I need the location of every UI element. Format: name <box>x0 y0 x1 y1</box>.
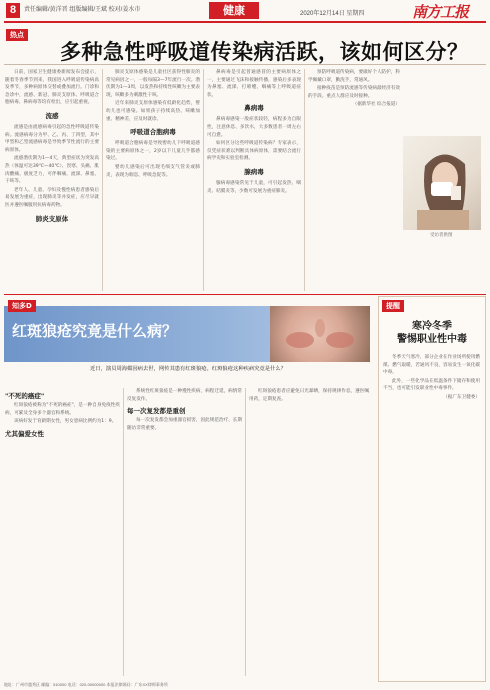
article1-headline: 多种急性呼吸道传染病活跃，该如何区分？ <box>60 40 469 64</box>
page-number: 8 <box>6 3 20 18</box>
section-label: 健康 <box>209 2 259 19</box>
article2-deck: 近日，演员周海媚因病去世，网传其患有红斑狼疮。红斑狼疮这种疾病究竟是什么？ <box>90 366 286 372</box>
article1-col3 <box>207 69 301 196</box>
section-rule <box>4 294 486 295</box>
subhead: 肺炎支原体 <box>35 214 69 223</box>
subhead: 呼吸道合胞病毒 <box>130 128 176 137</box>
paragraph: 红斑狼疮被称为"不死的癌症"，是一种自身免疫性疾病，可累及全身多个器官和系统。 <box>5 403 120 416</box>
issue-date: 2020年12月14日 星期四 <box>300 11 365 17</box>
subhead: 腺病毒 <box>244 167 264 176</box>
paragraph: 该病好发于育龄期女性，男女患病比例约为1：9。 <box>14 419 117 425</box>
paragraph: 鼻病毒感染一般症状较轻，病程多为自限性，注意休息、多饮水，大多数患者一周左右可自愈。 <box>207 117 301 138</box>
footer-info: 地址：广州市越秀区 邮编：510000 电话：020-00000000 本报法律顾问：广东XX律师事务所 <box>4 682 168 687</box>
paragraph: 老年人、儿童、孕妇及慢性病患者感染后易发展为重症，出现肺炎等并发症，应尽早就医并遵医嘱服用抗病毒药物。 <box>5 187 99 208</box>
article2-col1 <box>5 388 120 440</box>
article2-col2 <box>127 388 242 433</box>
article3-body <box>383 354 480 403</box>
photo-caption: 受访者供图 <box>430 233 453 238</box>
subhead: 流感 <box>45 111 59 120</box>
paragraph: 系统性红斑狼疮是一种慢性疾病，病程迁延，病情常反复发作。 <box>127 389 242 402</box>
paragraph: 鼻病毒是引起普通感冒的主要病原体之一，主要通过飞沫和接触传播，感染后多表现为鼻塞、流涕、打喷嚏、咽痛等上呼吸道症状。 <box>207 70 301 98</box>
paragraph: 流感是由流感病毒引起的急性呼吸道传染病。流感病毒分为甲、乙、丙、丁四型，其中甲型和乙型流感病毒是导致季节性流行的主要病原体。 <box>5 124 99 153</box>
article1-col2 <box>106 69 200 180</box>
editors-line: 责任编辑/黄洋晋 组版编辑/王斌 校对/姜水市 <box>24 7 141 13</box>
column-divider <box>203 69 204 291</box>
paragraph: 此外，一些化学品在低温条件下储存和使用不当，也可能引发职业性中毒事件。 <box>383 378 480 392</box>
subhead: 鼻病毒 <box>244 104 264 113</box>
paragraph: 红斑狼疮患者应避免日光暴晒，保持规律作息，遵医嘱用药，定期复查。 <box>249 389 369 402</box>
masthead <box>0 0 490 22</box>
subhead: 每一次复发都是重创 <box>127 407 186 416</box>
paragraph: 婴幼儿感染后可出现毛细支气管炎或肺炎，表现为喘息、呼吸急促等。 <box>106 164 200 178</box>
credit: （据广东卫健委） <box>443 394 480 400</box>
subhead: 尤其偏爱女性 <box>5 429 44 438</box>
headline-rule <box>4 64 486 65</box>
paragraph: 接种疫苗是预防流感等传染病最经济有效的手段。重点人群应及时接种。 <box>308 86 400 99</box>
article2-tag: 知多D <box>8 300 36 312</box>
article1-col4 <box>308 69 400 110</box>
photo-illustration <box>403 136 481 230</box>
paragraph: 肺炎支原体感染是儿童社区获得性肺炎的常见病因之一，一般每隔3—7年流行一次。潜伏期为1—3周，以发热和持续性咳嗽为主要表现，咳嗽多为刺激性干咳。 <box>106 70 200 98</box>
subhead: "不死的癌症" <box>5 392 45 400</box>
paragraph: 近年来肺炎支原体感染有低龄化趋势，婴幼儿也可感染。如果孩子持续高热、咳嗽加重、精神差，应及时就诊。 <box>106 101 200 122</box>
article2-headline: 红斑狼疮究竟是什么病？ <box>12 322 178 340</box>
paragraph: 呼吸道合胞病毒是导致婴幼儿下呼吸道感染的主要病原体之一，2岁以下儿童几乎都感染过。 <box>106 141 200 162</box>
column-divider <box>304 69 305 291</box>
paragraph: 预防呼吸道传染病，要做好个人防护，科学佩戴口罩，勤洗手，常通风。 <box>308 70 400 83</box>
column-divider <box>245 388 246 676</box>
woman-sneezing-photo <box>403 136 481 230</box>
paragraph: 冬季天气寒冷，部分企业在作业场所使用燃煤、燃气取暖，若通风不良，容易发生一氧化碳中毒。 <box>383 355 480 376</box>
article3-headline: 寒冷冬季 警惕职业性中毒 <box>397 321 467 345</box>
credit: （据新华社 综合报道） <box>352 102 400 108</box>
paragraph: 流感潜伏期为1—4天，典型症状为突发高热（体温可达39℃—40℃）、畏寒、头痛、肌肉酸痛、极度乏力，可伴咽痛、流涕、鼻塞、干咳等。 <box>5 156 99 185</box>
paragraph: 每一次复发都会加重器官损害，因此规范治疗、长期随访非常重要。 <box>127 418 242 431</box>
paragraph: 如何区分这些呼吸道传染病？专家表示，仅凭症状难以判断具体病原体，需要结合流行病学史和实验室检测。 <box>207 141 301 162</box>
paragraph: 日前，国家卫生健康委新闻发布会提示，随着冬春季节到来，我国进入呼吸道传染病高发季节，多种病原体交替或叠加流行。门诊和急诊中，流感、新冠、肺炎支原体、呼吸道合胞病毒、鼻病毒等均有检出，应引起重视。 <box>5 70 99 106</box>
newspaper-logo: 南方工报 <box>412 3 469 21</box>
paragraph: 腺病毒感染常见于儿童，可引起发热、咽炎、结膜炎等，少数可发展为重症肺炎。 <box>207 180 301 194</box>
masthead-rule <box>4 21 486 23</box>
article2-col3 <box>249 388 369 404</box>
face-rash-photo <box>270 306 370 362</box>
column-divider <box>123 388 124 676</box>
article1-col1 <box>5 69 99 227</box>
article3-tag: 提醒 <box>382 300 404 312</box>
rash-illustration <box>270 306 370 362</box>
article1-tag: 热点 <box>6 29 28 41</box>
column-divider <box>102 69 103 291</box>
